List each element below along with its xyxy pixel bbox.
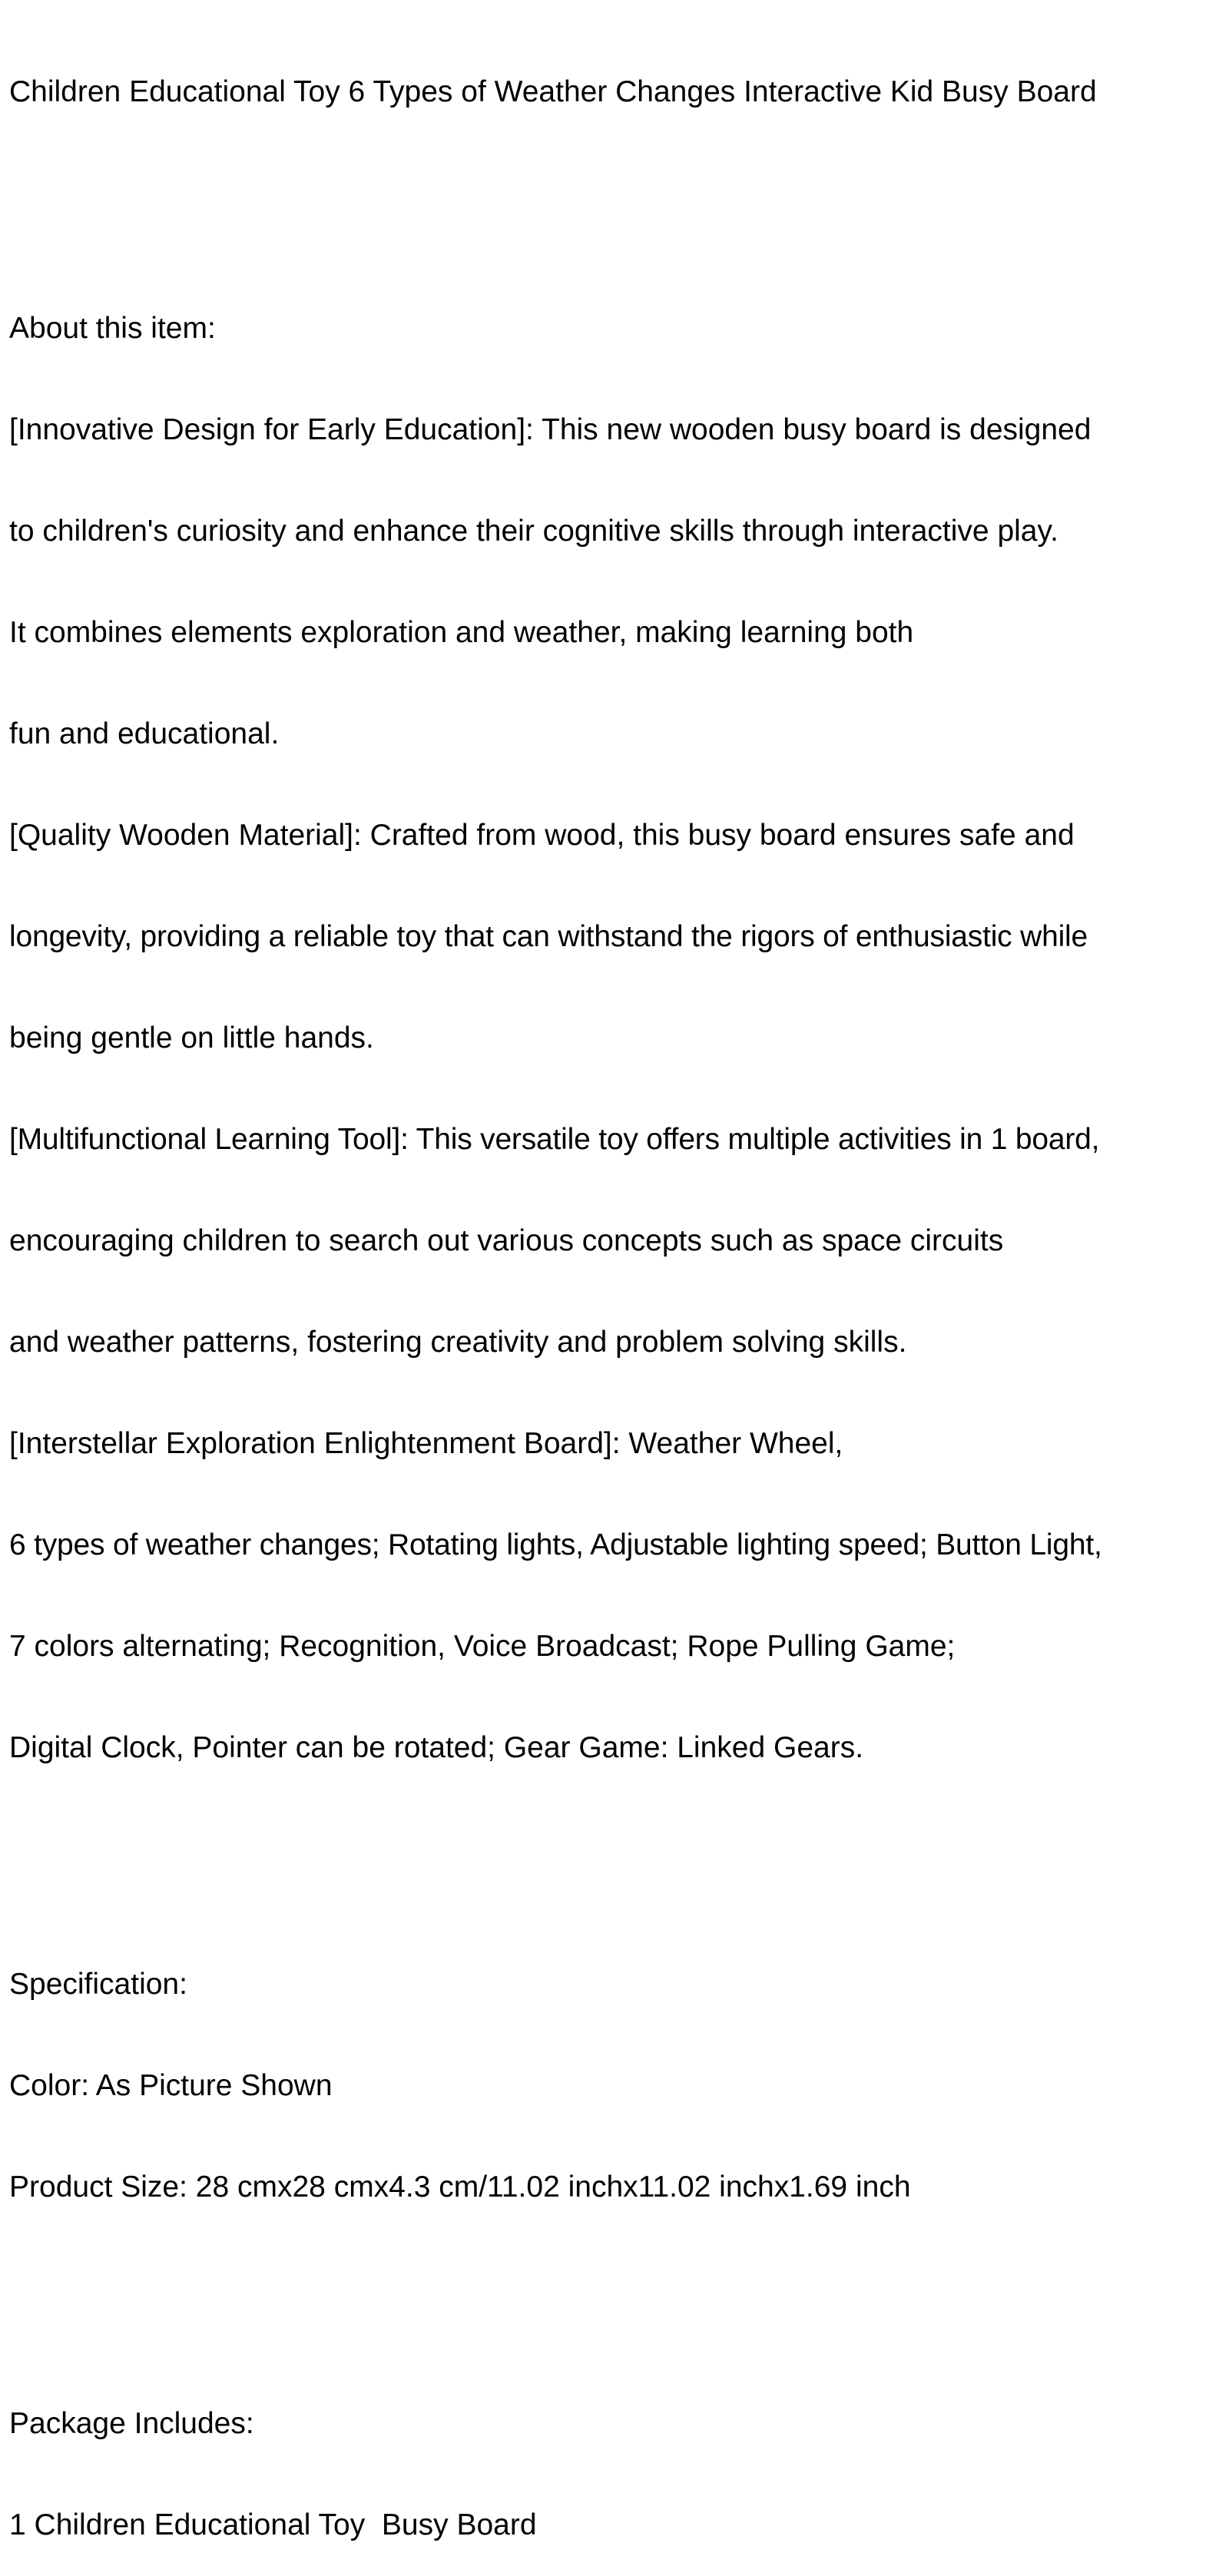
spec-color: Color: As Picture Shown bbox=[9, 2069, 333, 2102]
product-title: Children Educational Toy 6 Types of Weather Changes Interactive Kid Busy Board bbox=[9, 75, 1097, 108]
about-line: and weather patterns, fostering creativity and problem solving skills. bbox=[9, 1326, 907, 1359]
about-line: [Quality Wooden Material]: Crafted from wood, this busy board ensures safe and bbox=[9, 819, 1075, 852]
spec-size: Product Size: 28 cmx28 cmx4.3 cm/11.02 inchx11.02 inchx1.69 inch bbox=[9, 2170, 911, 2204]
about-line: [Innovative Design for Early Education]: This new wooden busy board is designed bbox=[9, 413, 1092, 446]
about-line: 6 types of weather changes; Rotating lights, Adjustable lighting speed; Button Light, bbox=[9, 1528, 1102, 1561]
about-line: longevity, providing a reliable toy that can withstand the rigors of enthusiastic while bbox=[9, 920, 1088, 953]
about-line: 7 colors alternating; Recognition, Voice Broadcast; Rope Pulling Game; bbox=[9, 1630, 956, 1663]
spacer bbox=[9, 1833, 1223, 1866]
product-description bbox=[9, 8, 1223, 2576]
package-item: 1 Children Educational Toy Busy Board bbox=[9, 2508, 537, 2541]
spacer bbox=[9, 2272, 1223, 2306]
about-line: being gentle on little hands. bbox=[9, 1021, 374, 1055]
about-line: fun and educational. bbox=[9, 717, 280, 750]
about-line: encouraging children to search out various concepts such as space circuits bbox=[9, 1224, 1004, 1257]
spacer bbox=[9, 177, 1223, 210]
about-line: [Interstellar Exploration Enlightenment Board]: Weather Wheel, bbox=[9, 1427, 843, 1460]
about-heading: About this item: bbox=[9, 312, 216, 345]
about-line: to children's curiosity and enhance their cognitive skills through interactive play. bbox=[9, 515, 1058, 548]
about-line: It combines elements exploration and weather, making learning both bbox=[9, 616, 914, 649]
about-line: Digital Clock, Pointer can be rotated; Gear Game: Linked Gears. bbox=[9, 1731, 864, 1764]
package-heading: Package Includes: bbox=[9, 2407, 254, 2440]
about-line: [Multifunctional Learning Tool]: This versatile toy offers multiple activities in 1 board, bbox=[9, 1123, 1100, 1156]
specification-heading: Specification: bbox=[9, 1968, 187, 2001]
